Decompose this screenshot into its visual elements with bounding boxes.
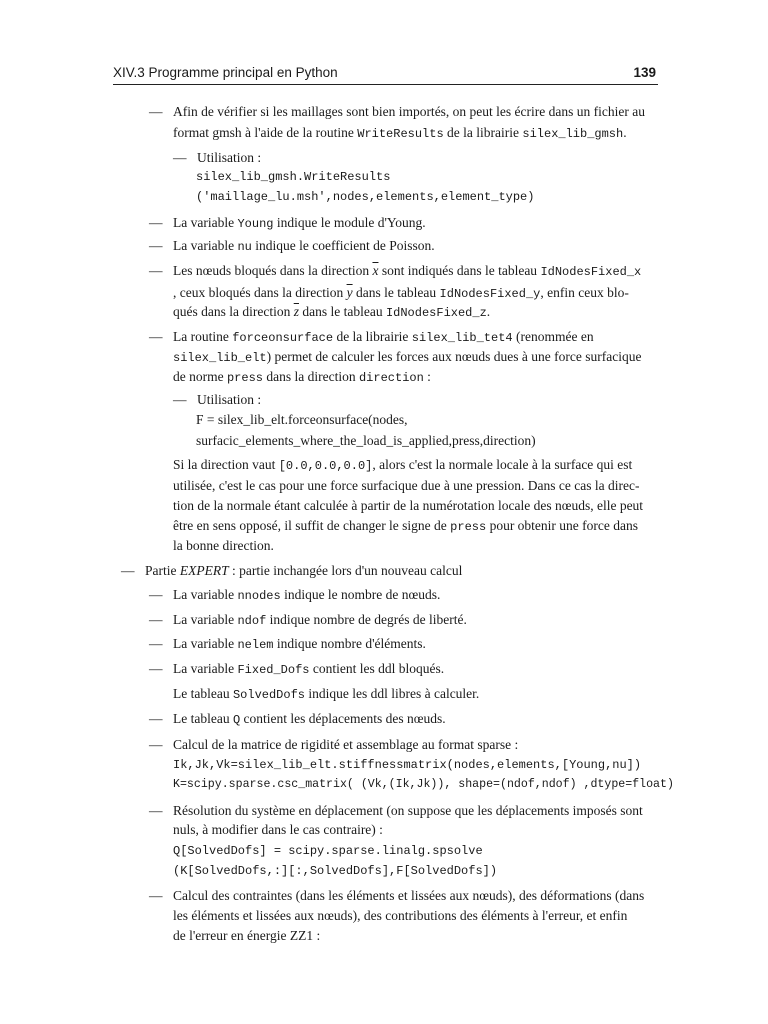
item-stresses: — Calcul des contraintes (dans les éléments et lissées aux nœuds), des déformations (dans [149,888,645,903]
text-line: qués dans la direction $\overline{z}$ dans le tableau IdNodesFixed_z. [173,304,491,320]
vector-x: $\overline{x}$ [372,263,379,278]
text-line: , ceux bloqués dans la direction $\overline{y}$ dans le tableau IdNodesFixed_y, enfin ceux blo- [173,285,629,301]
item-q-array: — Le tableau Q contient les déplacements des nœuds. [149,711,446,727]
paragraph-line: la bonne direction. [173,538,274,553]
item-solve: — Résolution du système en déplacement (on suppose que les déplacements imposés sont [149,803,643,818]
text-line: format gmsh à l'aide de la routine WriteResults de la librairie silex_lib_gmsh. [173,125,627,141]
item-export-gmsh: — Afin de vérifier si les maillages sont bien importés, on peut les écrire dans un fichier au [149,104,645,119]
part-expert-heading: — Partie EXPERT : partie inchangée lors d'un nouveau calcul [121,563,463,578]
item-fixed-nodes: — Les nœuds bloqués dans la direction $\overline{x}$ sont indiqués dans le tableau IdNodesFixed_x [149,263,642,279]
text-line: silex_lib_elt) permet de calculer les forces aux nœuds dues à une force surfacique [173,349,642,365]
item-fixed-dofs: — La variable Fixed_Dofs contient les ddl bloqués. [149,661,445,677]
item-young: — La variable Young indique le module d'Young. [149,215,426,231]
item-ndof: — La variable ndof indique nombre de degrés de liberté. [149,612,467,628]
text-line: de l'erreur en énergie ZZ1 : [173,928,321,943]
code-line: (K[SolvedDofs,:][:,SolvedDofs],F[SolvedDofs]) [173,864,498,878]
running-header [113,64,658,85]
usage-line: surfacic_elements_where_the_load_is_applied,press,direction) [196,433,536,448]
usage-label: — Utilisation : [173,392,262,407]
item-forceonsurface: — La routine forceonsurface de la librairie silex_lib_tet4 (renommée en [149,329,594,345]
text-line: de norme press dans la direction direction : [173,369,431,385]
text-line: Le tableau SolvedDofs indique les ddl libres à calculer. [173,686,480,702]
usage-label: — Utilisation : [173,150,262,165]
vector-y: $\overline{y}$ [346,285,353,300]
code-line: ('maillage_lu.msh',nodes,elements,element_type) [196,190,535,204]
paragraph-line: tion de la normale étant calculée à partir de la numérotation locale des nœuds, elle peut [173,498,644,513]
item-nelem: — La variable nelem indique nombre d'éléments. [149,636,426,652]
text-line: nuls, à modifier dans le cas contraire) : [173,822,383,837]
usage-line: F = silex_lib_elt.forceonsurface(nodes, [196,412,408,427]
section-title: XIV.3 Programme principal en Python [113,65,338,80]
code-line: K=scipy.sparse.csc_matrix( (Vk,(Ik,Jk)), shape=(ndof,ndof) ,dtype=float) [173,778,674,791]
paragraph-line: Si la direction vaut [0.0,0.0,0.0], alors c'est la normale locale à la surface qui est [173,457,633,473]
vector-z: $\overline{z}$ [293,304,299,319]
paragraph-line: utilisée, c'est le cas pour une force surfacique due à une pression. Dans ce cas la direc- [173,478,640,493]
item-nnodes: — La variable nnodes indique le nombre de nœuds. [149,587,441,603]
page-number: 139 [633,65,656,80]
paragraph-line: être en sens opposé, il suffit de changer le signe de press pour obtenir une force dans [173,518,639,534]
item-poisson: — La variable nu indique le coefficient de Poisson. [149,238,435,254]
code-line: Ik,Jk,Vk=silex_lib_elt.stiffnessmatrix(nodes,elements,[Young,nu]) [173,758,642,772]
item-stiffness: — Calcul de la matrice de rigidité et assemblage au format sparse : [149,737,519,752]
code-line: Q[SolvedDofs] = scipy.sparse.linalg.spsolve [173,844,483,858]
text-line: les éléments et lissées aux nœuds), des contributions des éléments à l'erreur, et enfin [173,908,628,923]
code-line: silex_lib_gmsh.WriteResults [196,170,391,184]
